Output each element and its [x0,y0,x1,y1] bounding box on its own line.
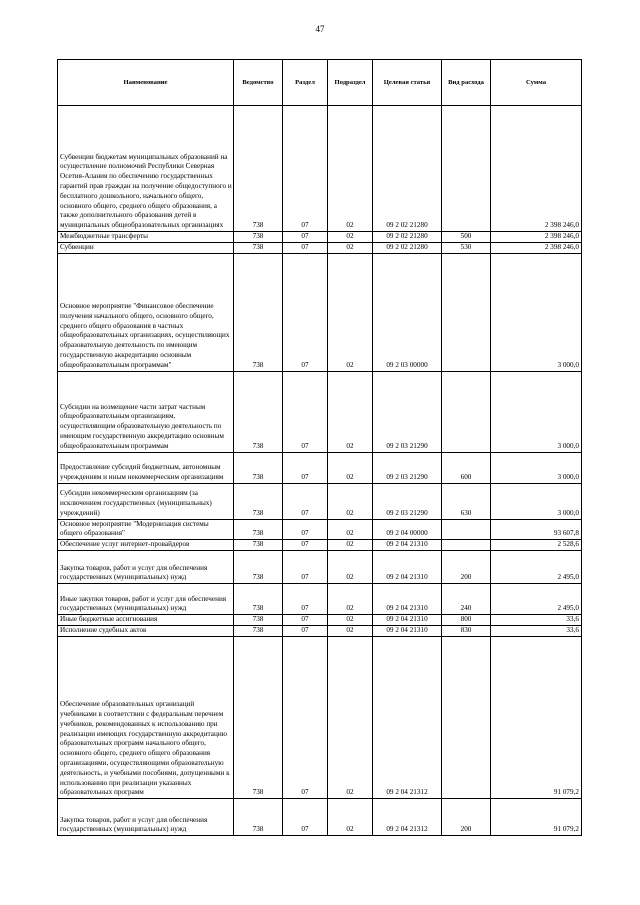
row-subsection: 02 [328,540,373,551]
table-row [58,615,582,626]
row-name: Субвенции бюджетам муниципальных образований на осуществление полномочий Республики Северная Осетия-Алания по обеспечению государственных гарантий прав граждан на получение общедоступного и бесплатного дошкольного, начального общего, основного общего, среднего общего образования, а также дополнительного образования детей в муниципальных общеобразовательных организациях [58,106,234,232]
table-row [58,519,582,540]
row-section: 07 [283,584,328,615]
row-section: 07 [283,626,328,637]
row-amount: 93 607,8 [491,519,582,540]
row-subsection: 02 [328,106,373,232]
header-section: Раздел [283,60,328,106]
row-amount: 2 398 246,0 [491,106,582,232]
header-target-article: Целевая статья [373,60,442,106]
row-target-article: 09 2 02 21280 [373,242,442,253]
row-department: 738 [234,242,283,253]
row-department: 738 [234,615,283,626]
row-expense-type: 800 [442,615,491,626]
row-department: 738 [234,452,283,483]
header-subsection: Подраздел [328,60,373,106]
header-amount: Сумма [491,60,582,106]
row-target-article: 09 2 02 21280 [373,232,442,243]
row-section: 07 [283,371,328,452]
row-expense-type [442,106,491,232]
row-name: Закупка товаров, работ и услуг для обеспечения государственных (муниципальных) нужд [58,551,234,584]
row-amount: 3 000,0 [491,452,582,483]
row-name: Субсидии на возмещение части затрат частным общеобразовательным организациям, осуществляющим образовательную деятельность по имеющим государственную аккредитацию основным общеобразовательным программам [58,371,234,452]
row-amount: 91 079,2 [491,799,582,836]
row-target-article: 09 2 04 00000 [373,519,442,540]
row-target-article: 09 2 03 21290 [373,452,442,483]
table-body [58,106,582,836]
table-row [58,799,582,836]
row-subsection: 02 [328,799,373,836]
row-target-article: 09 2 03 00000 [373,253,442,371]
row-subsection: 02 [328,483,373,519]
table-row [58,626,582,637]
table-row [58,371,582,452]
row-amount: 33,6 [491,615,582,626]
row-subsection: 02 [328,253,373,371]
row-section: 07 [283,637,328,799]
row-subsection: 02 [328,519,373,540]
table-row [58,242,582,253]
row-department: 738 [234,637,283,799]
row-name: Иные закупки товаров, работ и услуг для обеспечения государственных (муниципальных) нужд [58,584,234,615]
row-subsection: 02 [328,615,373,626]
row-target-article: 09 2 04 21310 [373,540,442,551]
row-subsection: 02 [328,371,373,452]
row-name: Исполнение судебных актов [58,626,234,637]
row-department: 738 [234,519,283,540]
row-expense-type [442,519,491,540]
header-expense-type: Вид расхода [442,60,491,106]
row-subsection: 02 [328,584,373,615]
row-name: Обеспечение образовательных организаций учебниками в соответствии с федеральным перечнем учебников, рекомендованных к использованию при реализации имеющих государственную аккредитацию образовательных программ начального общего, основного общего, среднего общего образования организациями, осуществляющими образовательную деятельность, и учебными пособиями, допущенными к использованию при реализации указанных образовательных программ [58,637,234,799]
row-name: Субвенции [58,242,234,253]
budget-table [57,59,582,836]
row-subsection: 02 [328,452,373,483]
row-amount: 2 528,6 [491,540,582,551]
row-target-article: 09 2 04 21310 [373,584,442,615]
row-name: Основное мероприятие "Модернизация системы общего образования" [58,519,234,540]
row-department: 738 [234,551,283,584]
row-name: Закупка товаров, работ и услуг для обеспечения государственных (муниципальных) нужд [58,799,234,836]
row-expense-type: 240 [442,584,491,615]
row-department: 738 [234,371,283,452]
table-row [58,106,582,232]
row-subsection: 02 [328,232,373,243]
row-subsection: 02 [328,637,373,799]
row-amount: 2 398 246,0 [491,232,582,243]
row-amount: 3 000,0 [491,483,582,519]
row-expense-type [442,371,491,452]
row-section: 07 [283,519,328,540]
row-section: 07 [283,799,328,836]
row-section: 07 [283,232,328,243]
row-section: 07 [283,452,328,483]
row-section: 07 [283,540,328,551]
row-amount: 33,6 [491,626,582,637]
table-row [58,452,582,483]
row-section: 07 [283,253,328,371]
row-target-article: 09 2 03 21290 [373,371,442,452]
row-section: 07 [283,106,328,232]
page-number: 47 [315,24,325,34]
row-target-article: 09 2 04 21310 [373,551,442,584]
row-target-article: 09 2 04 21312 [373,637,442,799]
table-row [58,584,582,615]
row-amount: 2 495,0 [491,551,582,584]
row-expense-type: 530 [442,242,491,253]
row-amount: 2 495,0 [491,584,582,615]
row-expense-type [442,540,491,551]
table-row [58,551,582,584]
row-expense-type [442,253,491,371]
row-department: 738 [234,584,283,615]
row-target-article: 09 2 03 21290 [373,483,442,519]
row-department: 738 [234,483,283,519]
header-department: Ведомство [234,60,283,106]
row-expense-type: 630 [442,483,491,519]
row-section: 07 [283,615,328,626]
row-expense-type: 200 [442,799,491,836]
row-name: Иные бюджетные ассигнования [58,615,234,626]
row-name: Основное мероприятие "Финансовое обеспечение получения начального общего, основного общего, среднего общего образования в частных общеобразовательных организациях, осуществляющих образовательную деятельность по имеющим государственную аккредитацию основным общеобразовательным программам" [58,253,234,371]
row-section: 07 [283,483,328,519]
row-target-article: 09 2 04 21310 [373,626,442,637]
row-target-article: 09 2 04 21312 [373,799,442,836]
row-expense-type [442,637,491,799]
row-amount: 2 398 246,0 [491,242,582,253]
row-department: 738 [234,626,283,637]
table-header-row [58,60,582,106]
row-department: 738 [234,540,283,551]
row-name: Предоставление субсидий бюджетным, автономным учреждениям и иным некоммерческим организациям [58,452,234,483]
row-department: 738 [234,253,283,371]
row-department: 738 [234,106,283,232]
row-target-article: 09 2 04 21310 [373,615,442,626]
row-expense-type: 600 [442,452,491,483]
row-expense-type: 830 [442,626,491,637]
row-name: Субсидии некоммерческим организациям (за исключением государственных (муниципальных) учреждений) [58,483,234,519]
header-name: Наименование [58,60,234,106]
row-subsection: 02 [328,551,373,584]
row-subsection: 02 [328,242,373,253]
row-amount: 91 079,2 [491,637,582,799]
table-row [58,232,582,243]
table-row [58,483,582,519]
row-expense-type: 500 [442,232,491,243]
row-amount: 3 000,0 [491,371,582,452]
row-amount: 3 000,0 [491,253,582,371]
row-target-article: 09 2 02 21280 [373,106,442,232]
table-row [58,253,582,371]
row-expense-type: 200 [442,551,491,584]
row-department: 738 [234,799,283,836]
table-row [58,540,582,551]
row-section: 07 [283,551,328,584]
row-name: Межбюджетные трансферты [58,232,234,243]
table-row [58,637,582,799]
row-department: 738 [234,232,283,243]
row-subsection: 02 [328,626,373,637]
row-name: Обеспечение услуг интернет-провайдеров [58,540,234,551]
row-section: 07 [283,242,328,253]
